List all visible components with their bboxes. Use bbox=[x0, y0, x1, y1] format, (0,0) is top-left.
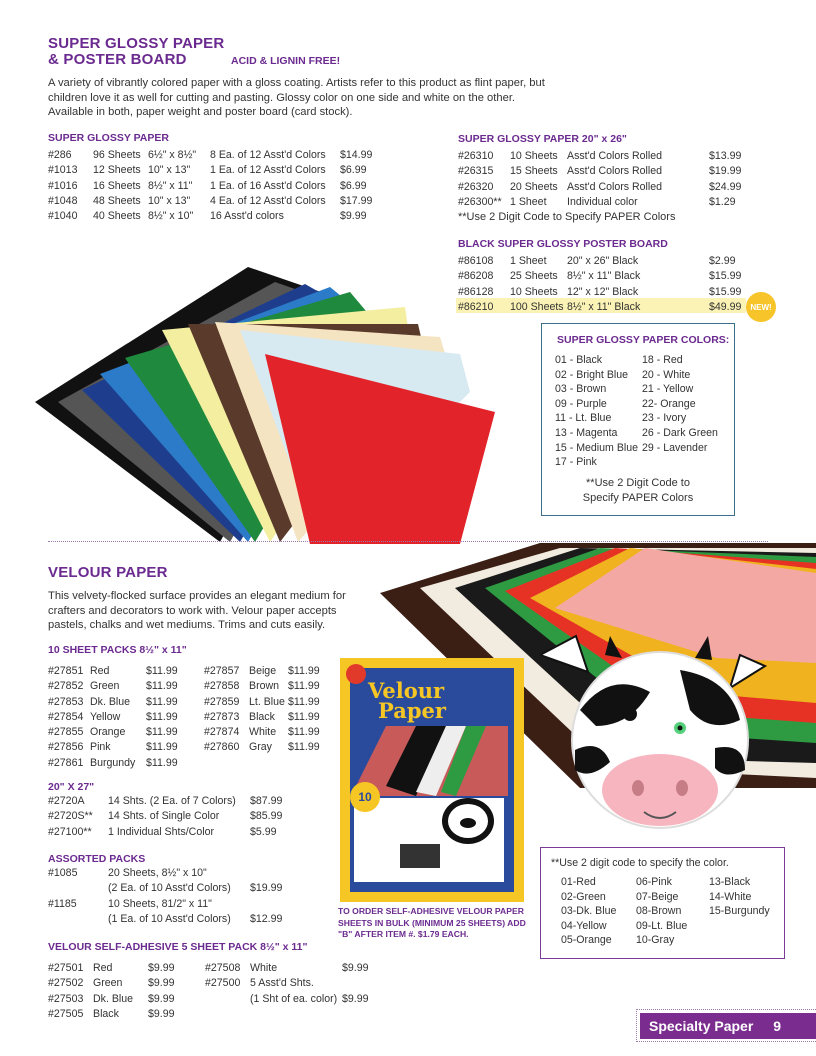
glossy-colors-note-line1: **Use 2 Digit Code to bbox=[586, 477, 690, 489]
velour-pack-row-cell: $11.99 bbox=[146, 710, 178, 723]
velour-adhesive-row bbox=[48, 961, 193, 976]
glossy-paper-row-cell: 8½" x 10" bbox=[148, 210, 194, 223]
velour-adhesive-row-cell: $9.99 bbox=[148, 977, 175, 990]
glossy-paper-row-cell: 8½" x 11" bbox=[148, 179, 193, 192]
glossy-20x26-row-cell: 15 Sheets bbox=[510, 165, 558, 178]
glossy-20x26-row-cell: $19.99 bbox=[709, 165, 742, 178]
glossy-20x26-row-cell: 10 Sheets bbox=[510, 150, 558, 162]
velour-pack-row bbox=[48, 695, 202, 710]
velour-pack-row-cell: #27857 bbox=[204, 665, 240, 677]
glossy-color-item: 11 - Lt. Blue bbox=[555, 412, 612, 425]
velour-pack-row bbox=[204, 664, 322, 679]
glossy-paper-row-cell: 10" x 13" bbox=[148, 194, 191, 207]
velour-pack-row-cell: #27860 bbox=[204, 741, 240, 754]
velour-pack-row-cell: $11.99 bbox=[288, 695, 320, 708]
velour-pack-row-cell: $11.99 bbox=[288, 741, 320, 754]
velour-code-item: 05-Orange bbox=[561, 934, 612, 947]
footer-bar bbox=[640, 1013, 816, 1039]
glossy-color-item: 26 - Dark Green bbox=[642, 426, 718, 439]
glossy-20x26-note: **Use 2 Digit Code to Specify PAPER Colors bbox=[458, 211, 676, 223]
velour-adhesive-row-cell: $9.99 bbox=[148, 992, 175, 1005]
glossy-20x26-row-cell: Asst'd Colors Rolled bbox=[567, 150, 663, 162]
velour-codes-col2 bbox=[636, 875, 687, 948]
velour-pack-row-cell: #27851 bbox=[48, 665, 84, 677]
glossy-color-item: 22- Orange bbox=[642, 397, 696, 410]
velour-large-row-cell: 1 Individual Shts/Color bbox=[108, 825, 214, 838]
velour-pack-row bbox=[48, 664, 202, 679]
velour-pack-row bbox=[204, 740, 322, 755]
velour-assorted-heading: ASSORTED PACKS bbox=[48, 853, 146, 865]
velour-pack-row-cell: Black bbox=[249, 710, 275, 723]
glossy-paper-row-cell: 1 Ea. of 12 Asst'd Colors bbox=[210, 164, 326, 177]
glossy-color-item: 29 - Lavender bbox=[642, 441, 708, 454]
velour-adhesive-row-cell: (1 Sht of ea. color) bbox=[250, 992, 338, 1005]
velour-adhesive-row-cell: Dk. Blue bbox=[93, 992, 134, 1005]
poster-board-row bbox=[458, 285, 749, 300]
velour-pack-row-cell: #27859 bbox=[204, 695, 240, 708]
velour-pack-row bbox=[204, 695, 322, 710]
glossy-paper-row-cell: #1013 bbox=[48, 164, 78, 177]
poster-board-row bbox=[458, 300, 749, 315]
glossy-paper-row-cell: $14.99 bbox=[340, 149, 373, 161]
poster-board-row-cell: $15.99 bbox=[709, 285, 742, 298]
glossy-colors-right-list bbox=[642, 353, 718, 455]
glossy-20x26-row-cell: #26315 bbox=[458, 165, 494, 178]
velour-adhesive-row bbox=[48, 1007, 193, 1022]
glossy-20x26-row bbox=[458, 195, 749, 210]
velour-description: This velvety-flocked surface provides an elegant medium for crafters and decorators to work with. Velour paper accepts pastels, chalks and wet mediums. Trims and cuts easily. bbox=[48, 590, 346, 631]
glossy-20x26-row bbox=[458, 164, 749, 179]
velour-adhesive-row-cell: Black bbox=[93, 1007, 119, 1020]
velour-code-item: 02-Green bbox=[561, 890, 606, 903]
velour-pack-row bbox=[48, 740, 202, 755]
velour-pack-row-cell: #27874 bbox=[204, 726, 240, 739]
poster-board-row-cell: 20" x 26" Black bbox=[567, 255, 639, 267]
glossy-20x26-row-cell: #26300** bbox=[458, 195, 502, 208]
velour-assorted-row-cell: #1085 bbox=[48, 867, 78, 879]
glossy-20x26-row-cell: #26310 bbox=[458, 150, 494, 162]
glossy-description: A variety of vibrantly colored paper with a gloss coating. Artists refer to this product as flint paper, but children love it as well for cutting and pasting. Glossy color on one side and white on the other. Available in both, paper weight and poster board (card stock). bbox=[48, 77, 545, 118]
glossy-20x26-row bbox=[458, 149, 749, 164]
glossy-color-item: 23 - Ivory bbox=[642, 412, 687, 425]
glossy-color-item: 03 - Brown bbox=[555, 383, 607, 396]
glossy-colors-note-line2: Specify PAPER Colors bbox=[582, 491, 694, 504]
glossy-paper-row bbox=[48, 163, 380, 178]
velour-code-item: 13-Black bbox=[709, 876, 751, 888]
velour-code-item: 14-White bbox=[709, 890, 752, 903]
glossy-colors-left-list bbox=[555, 353, 638, 470]
velour-adhesive-row-cell: $9.99 bbox=[342, 992, 369, 1005]
glossy-paper-row-cell: 4 Ea. of 12 Asst'd Colors bbox=[210, 194, 326, 207]
glossy-color-item: 09 - Purple bbox=[555, 397, 607, 410]
velour-pack-row-cell: $11.99 bbox=[146, 680, 178, 693]
glossy-paper-row-cell: 1 Ea. of 16 Asst'd Colors bbox=[210, 179, 326, 192]
velour-assorted-row bbox=[48, 866, 290, 881]
velour-code-item: 10-Gray bbox=[636, 934, 675, 947]
velour-pack-row-cell: #27861 bbox=[48, 756, 84, 769]
glossy-20x26-row-cell: $13.99 bbox=[709, 150, 742, 162]
poster-board-row-cell: #86210 bbox=[458, 300, 494, 313]
velour-assorted-row-cell bbox=[48, 881, 108, 896]
poster-board-row-cell: 25 Sheets bbox=[510, 270, 558, 283]
velour-code-item: 06-Pink bbox=[636, 876, 672, 888]
velour-pack-row-cell: $11.99 bbox=[288, 680, 320, 693]
glossy-20x26-row bbox=[458, 180, 749, 195]
glossy-paper-heading: SUPER GLOSSY PAPER bbox=[48, 132, 169, 144]
velour-packs-heading: 10 SHEET PACKS 8½" x 11" bbox=[48, 644, 187, 656]
velour-pack-row-cell: Yellow bbox=[90, 710, 121, 723]
glossy-paper-row bbox=[48, 209, 380, 224]
velour-codes-col3 bbox=[709, 875, 770, 919]
velour-pack-row-cell: Dk. Blue bbox=[90, 695, 131, 708]
glossy-color-item: 02 - Bright Blue bbox=[555, 368, 629, 381]
glossy-color-item: 17 - Pink bbox=[555, 456, 597, 469]
velour-assorted-table bbox=[48, 866, 290, 927]
velour-pack-row-cell: $11.99 bbox=[146, 726, 178, 739]
velour-code-item: 15-Burgundy bbox=[709, 905, 770, 918]
glossy-20x26-row-cell: 1 Sheet bbox=[510, 195, 547, 208]
velour-pack-row-cell: #27853 bbox=[48, 695, 84, 708]
velour-packs-left-table bbox=[48, 664, 202, 771]
glossy-paper-row-cell: $9.99 bbox=[340, 210, 367, 223]
velour-pack-row-cell: Red bbox=[90, 665, 110, 677]
velour-assorted-row-cell bbox=[250, 897, 290, 912]
poster-board-row bbox=[458, 269, 749, 284]
velour-large-row-cell: #2720A bbox=[48, 795, 85, 807]
glossy-paper-fan-image bbox=[30, 262, 500, 544]
velour-assorted-row-cell: $19.99 bbox=[250, 882, 283, 895]
glossy-paper-row-cell: #1016 bbox=[48, 179, 78, 192]
package-title-line2: Paper bbox=[378, 698, 446, 723]
glossy-paper-row-cell: 40 Sheets bbox=[93, 210, 141, 223]
velour-adhesive-row-cell: White bbox=[250, 962, 278, 974]
velour-adhesive-row-cell: #27500 bbox=[205, 977, 241, 990]
velour-adhesive-row-cell: 5 Asst'd Shts. bbox=[250, 977, 314, 990]
velour-pack-row-cell: $11.99 bbox=[288, 726, 320, 739]
velour-pack-row bbox=[48, 710, 202, 725]
glossy-paper-row-cell: 6½" x 8½" bbox=[148, 149, 197, 161]
velour-large-row bbox=[48, 794, 290, 809]
velour-adhesive-row-cell: #27501 bbox=[48, 962, 84, 974]
cow-mask-image bbox=[540, 630, 772, 840]
glossy-colors-box bbox=[541, 323, 735, 516]
glossy-color-item: 13 - Magenta bbox=[555, 426, 618, 439]
velour-adhesive-right-table bbox=[205, 961, 382, 1007]
velour-adhesive-row-cell: #27505 bbox=[48, 1007, 84, 1020]
velour-large-table bbox=[48, 794, 290, 840]
velour-pack-row-cell: Lt. Blue bbox=[249, 695, 285, 708]
glossy-paper-row-cell: 96 Sheets bbox=[93, 149, 141, 161]
glossy-20x26-row-cell: $24.99 bbox=[709, 180, 742, 193]
velour-assorted-row-cell: $12.99 bbox=[250, 912, 283, 925]
poster-board-row-cell: #86108 bbox=[458, 255, 494, 267]
velour-adhesive-row-cell: #27508 bbox=[205, 962, 241, 974]
poster-board-row-cell: $15.99 bbox=[709, 270, 742, 283]
velour-adhesive-row bbox=[48, 992, 193, 1007]
poster-board-row-cell: 12" x 12" Black bbox=[567, 285, 639, 298]
velour-order-note: TO ORDER SELF-ADHESIVE VELOUR PAPER SHEETS IN BULK (MINIMUM 25 SHEETS) ADD "B" AFTER ITEM #. $1.79 EACH. bbox=[338, 906, 526, 939]
velour-pack-row-cell: #27852 bbox=[48, 680, 84, 693]
velour-pack-row-cell: $11.99 bbox=[146, 665, 178, 677]
velour-code-item: 04-Yellow bbox=[561, 919, 607, 932]
poster-board-row-cell: 8½" x 11" Black bbox=[567, 270, 641, 283]
velour-code-item: 01-Red bbox=[561, 876, 596, 888]
velour-pack-row-cell: Burgundy bbox=[90, 756, 136, 769]
glossy-color-item: 21 - Yellow bbox=[642, 383, 694, 396]
velour-pack-row bbox=[48, 756, 202, 771]
glossy-20x26-row-cell: $1.29 bbox=[709, 195, 736, 208]
velour-codes-col1 bbox=[561, 875, 616, 948]
velour-pack-row-cell: $11.99 bbox=[288, 710, 320, 723]
glossy-paper-row-cell: 16 Asst'd colors bbox=[210, 210, 284, 223]
velour-adhesive-row-cell: $9.99 bbox=[148, 962, 175, 974]
velour-assorted-row-cell: #1185 bbox=[48, 897, 77, 910]
velour-adhesive-row bbox=[205, 976, 382, 991]
glossy-paper-row-cell: $6.99 bbox=[340, 164, 367, 177]
poster-board-row-cell: $2.99 bbox=[709, 255, 736, 267]
package-title-line1: Velour bbox=[368, 678, 445, 703]
glossy-paper-row bbox=[48, 179, 380, 194]
velour-assorted-row bbox=[48, 912, 290, 927]
velour-pack-row-cell: #27858 bbox=[204, 680, 240, 693]
glossy-paper-row-cell: 12 Sheets bbox=[93, 164, 141, 177]
glossy-20x26-table bbox=[458, 149, 749, 210]
glossy-title-line2: & POSTER BOARD bbox=[48, 51, 187, 68]
velour-adhesive-heading: VELOUR SELF-ADHESIVE 5 SHEET PACK 8½" x 11" bbox=[48, 941, 308, 953]
glossy-color-item: 18 - Red bbox=[642, 354, 683, 366]
velour-pack-row bbox=[48, 725, 202, 740]
glossy-title-line1: SUPER GLOSSY PAPER bbox=[48, 35, 225, 52]
velour-adhesive-row-cell: Green bbox=[93, 977, 123, 990]
velour-pack-row bbox=[48, 679, 202, 694]
poster-board-row-cell: $49.99 bbox=[709, 300, 742, 313]
velour-large-heading: 20" X 27" bbox=[48, 781, 95, 793]
velour-adhesive-row bbox=[48, 976, 193, 991]
glossy-20x26-row-cell: Individual color bbox=[567, 195, 638, 208]
acid-free-tag: ACID & LIGNIN FREE! bbox=[231, 55, 341, 67]
velour-assorted-row-cell: 10 Sheets, 81/2" x 11" bbox=[108, 897, 212, 910]
velour-assorted-row bbox=[48, 881, 290, 896]
velour-pack-row-cell: $11.99 bbox=[288, 665, 320, 677]
velour-pack-row-cell: Pink bbox=[90, 741, 111, 754]
glossy-20x26-row-cell: 20 Sheets bbox=[510, 180, 558, 193]
poster-board-heading: BLACK SUPER GLOSSY POSTER BOARD bbox=[458, 238, 668, 250]
glossy-paper-table bbox=[48, 148, 380, 224]
glossy-paper-row-cell: #1048 bbox=[48, 194, 78, 207]
velour-adhesive-row-cell: #27503 bbox=[48, 992, 84, 1005]
velour-pack-row-cell: #27854 bbox=[48, 710, 84, 723]
velour-large-row-cell: 14 Shts. of Single Color bbox=[108, 810, 220, 823]
velour-pack-row-cell: Brown bbox=[249, 680, 280, 693]
new-badge: NEW! bbox=[746, 292, 776, 322]
velour-adhesive-row bbox=[205, 992, 382, 1007]
velour-code-item: 08-Brown bbox=[636, 905, 682, 918]
glossy-colors-heading: SUPER GLOSSY PAPER COLORS: bbox=[557, 334, 730, 346]
velour-pack-row-cell: Beige bbox=[249, 665, 277, 677]
velour-assorted-row-cell bbox=[250, 866, 290, 881]
glossy-paper-row-cell: 48 Sheets bbox=[93, 194, 141, 207]
section-divider bbox=[48, 541, 768, 542]
glossy-color-item: 20 - White bbox=[642, 368, 691, 381]
velour-adhesive-row bbox=[205, 961, 382, 976]
velour-assorted-row-cell: 20 Sheets, 8½" x 10" bbox=[108, 867, 207, 879]
velour-pack-row-cell: White bbox=[249, 726, 277, 739]
velour-pack-row bbox=[204, 725, 322, 740]
velour-assorted-row-cell bbox=[48, 912, 108, 927]
velour-large-row-cell: $5.99 bbox=[250, 825, 277, 838]
velour-large-row bbox=[48, 809, 290, 824]
velour-adhesive-row-cell: $9.99 bbox=[342, 962, 369, 974]
velour-package-image: Velour Paper 10 bbox=[340, 658, 524, 902]
velour-codes-box bbox=[540, 847, 785, 959]
velour-pack-row-cell: #27855 bbox=[48, 726, 84, 739]
velour-assorted-row-cell: (1 Ea. of 10 Asst'd Colors) bbox=[108, 912, 231, 925]
velour-code-item: 03-Dk. Blue bbox=[561, 905, 617, 918]
glossy-paper-row-cell: $6.99 bbox=[340, 179, 367, 192]
glossy-color-item: 15 - Medium Blue bbox=[555, 441, 639, 454]
footer-page-number: 9 bbox=[773, 1018, 782, 1034]
glossy-paper-row-cell: 10" x 13" bbox=[148, 164, 191, 177]
velour-large-row-cell: $87.99 bbox=[250, 795, 283, 807]
velour-pack-row bbox=[204, 679, 322, 694]
velour-pack-row-cell: Green bbox=[90, 680, 120, 693]
velour-pack-row-cell: $11.99 bbox=[146, 741, 178, 754]
glossy-paper-row-cell: #286 bbox=[48, 149, 72, 161]
glossy-paper-row bbox=[48, 148, 380, 163]
poster-board-row-cell: 1 Sheet bbox=[510, 255, 547, 267]
velour-large-row-cell: #27100** bbox=[48, 825, 92, 838]
poster-board-row-cell: #86208 bbox=[458, 270, 494, 283]
velour-code-item: 09-Lt. Blue bbox=[636, 919, 688, 932]
velour-code-item: 07-Beige bbox=[636, 890, 679, 903]
poster-board-row-cell: #86128 bbox=[458, 285, 494, 298]
velour-large-row-cell: $85.99 bbox=[250, 810, 283, 823]
velour-title: VELOUR PAPER bbox=[48, 564, 168, 581]
velour-packs-right-table bbox=[204, 664, 322, 756]
glossy-paper-row-cell: 16 Sheets bbox=[93, 179, 141, 192]
velour-pack-row bbox=[204, 710, 322, 725]
velour-adhesive-row-cell bbox=[205, 992, 250, 1007]
glossy-paper-row-cell: $17.99 bbox=[340, 194, 373, 207]
poster-board-row-cell: 100 Sheets bbox=[510, 300, 564, 313]
velour-pack-row-cell: Gray bbox=[249, 741, 272, 754]
velour-pack-row-cell: $11.99 bbox=[146, 695, 178, 708]
poster-board-row-cell: 10 Sheets bbox=[510, 285, 558, 298]
velour-codes-note: **Use 2 digit code to specify the color. bbox=[551, 857, 729, 869]
glossy-20x26-row-cell: Asst'd Colors Rolled bbox=[567, 165, 663, 178]
velour-assorted-row bbox=[48, 897, 290, 912]
velour-adhesive-row-cell bbox=[342, 976, 382, 991]
glossy-paper-row-cell: #1040 bbox=[48, 210, 78, 223]
glossy-20x26-heading: SUPER GLOSSY PAPER 20" x 26" bbox=[458, 133, 627, 145]
glossy-20x26-row-cell: Asst'd Colors Rolled bbox=[567, 180, 663, 193]
velour-large-row-cell: #2720S** bbox=[48, 810, 93, 823]
velour-large-row bbox=[48, 825, 290, 840]
velour-assorted-row-cell: (2 Ea. of 10 Asst'd Colors) bbox=[108, 882, 231, 895]
velour-adhesive-left-table bbox=[48, 961, 193, 1022]
velour-adhesive-row-cell: #27502 bbox=[48, 977, 84, 990]
glossy-paper-row bbox=[48, 194, 380, 209]
poster-board-row bbox=[458, 254, 749, 269]
velour-adhesive-row-cell: $9.99 bbox=[148, 1007, 175, 1020]
glossy-paper-row-cell: 8 Ea. of 12 Asst'd Colors bbox=[210, 149, 326, 161]
poster-board-table bbox=[458, 254, 749, 315]
velour-pack-row-cell: $11.99 bbox=[146, 756, 178, 769]
footer-section-name: Specialty Paper bbox=[649, 1018, 754, 1034]
poster-board-row-cell: 8½" x 11" Black bbox=[567, 300, 641, 313]
velour-adhesive-row-cell: Red bbox=[93, 962, 113, 974]
glossy-color-item: 01 - Black bbox=[555, 354, 603, 366]
velour-pack-row-cell: #27873 bbox=[204, 710, 240, 723]
velour-pack-row-cell: Orange bbox=[90, 726, 126, 739]
velour-pack-row-cell: #27856 bbox=[48, 741, 84, 754]
velour-large-row-cell: 14 Shts. (2 Ea. of 7 Colors) bbox=[108, 795, 236, 807]
glossy-20x26-row-cell: #26320 bbox=[458, 180, 494, 193]
